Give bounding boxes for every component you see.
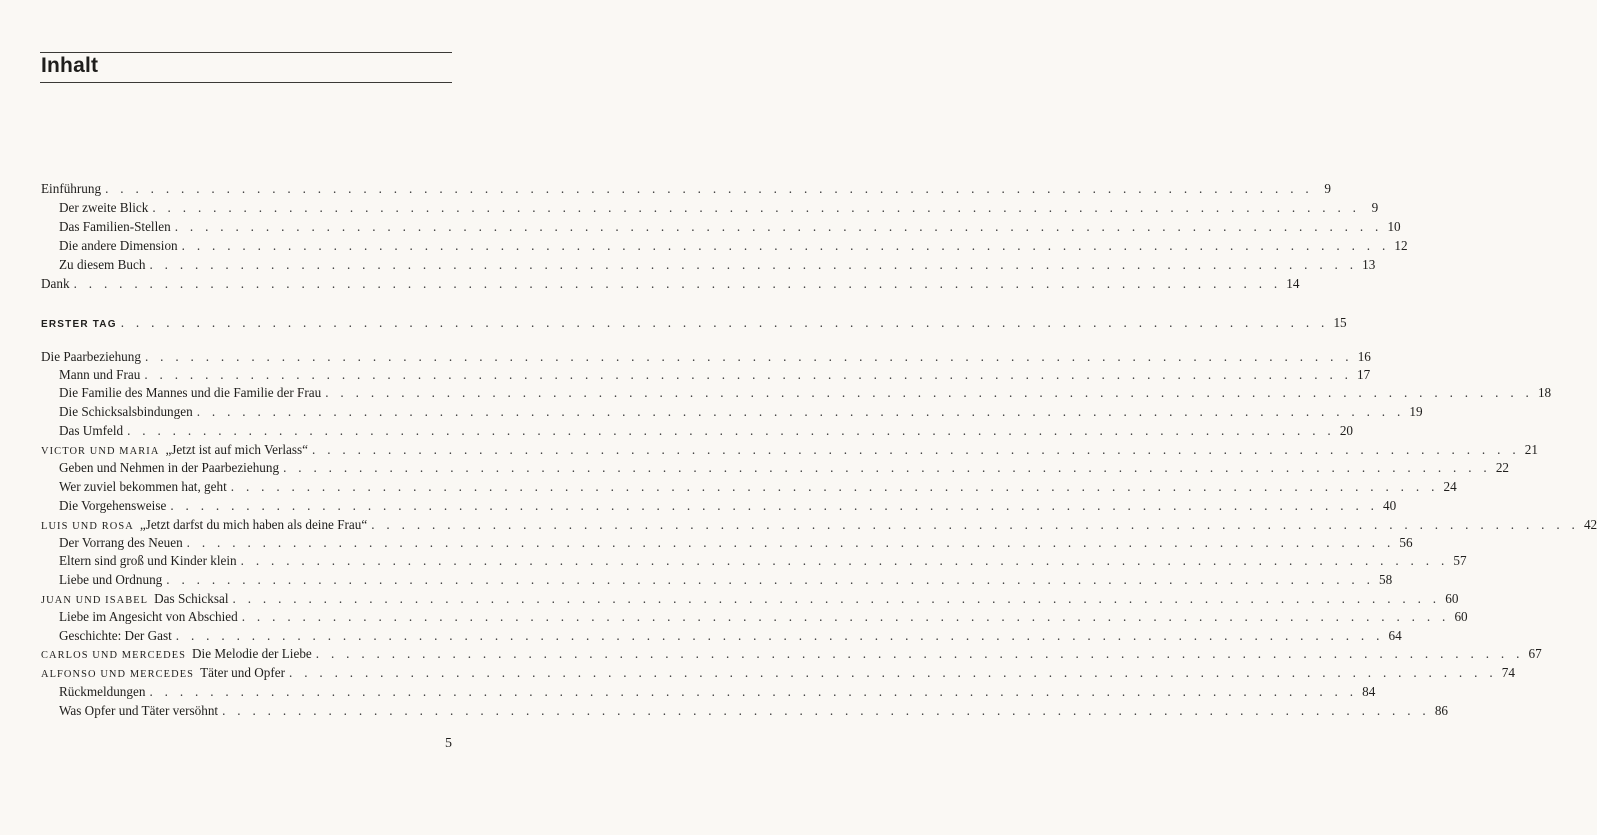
toc-entry-title: Liebe im Angesicht von Abschied [59,609,238,624]
toc-page-number: 22 [1495,460,1509,475]
dot-leader: . . . . . . . . . . . . . . . . . . . . . . . . . . . . . . . . . . . . . . . . . . . . . . . . . . . . . . . . . . . . . . . . . . . . . . . . . . . . . . . . [120,315,1329,330]
toc-entry-title: Rückmeldungen [59,684,146,699]
toc-section [41,314,1347,333]
toc-page-number: 20 [1339,423,1353,438]
dot-leader: . . . . . . . . . . . . . . . . . . . . . . . . . . . . . . . . . . . . . . . . . . . . . . . . . . . . . . . . . . . . . . . . . . . . . . . . . . . . . . . . [186,535,1395,550]
toc-subentry [59,683,1376,700]
toc-page-number: 67 [1528,646,1542,661]
toc-subentry [59,534,1413,551]
dot-leader: . . . . . . . . . . . . . . . . . . . . . . . . . . . . . . . . . . . . . . . . . . . . . . . . . . . . . . . . . . . . . . . . . . . . . . . . . . . . . . . . [105,181,1313,196]
dot-leader: . . . . . . . . . . . . . . . . . . . . . . . . . . . . . . . . . . . . . . . . . . . . . . . . . . . . . . . . . . . . . . . . . . . . . . . . . . . . . . . . [149,257,1358,272]
toc-subentry [59,702,1448,719]
toc-subentry [59,422,1353,439]
toc-case-entry [41,590,1459,609]
dot-leader: . . . . . . . . . . . . . . . . . . . . . . . . . . . . . . . . . . . . . . . . . . . . . . . . . . . . . . . . . . . . . . . . . . . . . . . . . . . . . . . . [230,479,1439,494]
toc-page-number: 17 [1357,367,1371,382]
toc-page-number: 86 [1434,703,1448,718]
toc-entry-title: Eltern sind groß und Kinder klein [59,553,237,568]
toc-entry-title: Einführung [41,181,102,196]
toc-subentry [59,218,1401,235]
dot-leader: . . . . . . . . . . . . . . . . . . . . . . . . . . . . . . . . . . . . . . . . . . . . . . . . . . . . . . . . . . . . . . . . . . . . . . . . . . . . . . . . [289,665,1497,680]
toc-page-number: 57 [1453,553,1467,568]
toc-page-number: 40 [1383,498,1397,513]
toc-page-number: 14 [1286,276,1300,291]
dot-leader: . . . . . . . . . . . . . . . . . . . . . . . . . . . . . . . . . . . . . . . . . . . . . . . . . . . . . . . . . . . . . . . . . . . . . . . . . . . . . . . . [174,219,1383,234]
page-number: 5 [445,736,452,751]
toc-page-number: 10 [1387,219,1401,234]
toc-page-number: 42 [1583,517,1597,532]
toc-case-entry [41,516,1597,535]
toc-subentry [59,552,1467,569]
toc-page-number: 9 [1324,181,1331,196]
toc-entry-label [41,645,312,664]
toc-entry-label [41,516,367,535]
toc-case-entry [41,645,1542,664]
dot-leader: . . . . . . . . . . . . . . . . . . . . . . . . . . . . . . . . . . . . . . . . . . . . . . . . . . . . . . . . . . . . . . . . . . . . . . . . . . . . . . . . [144,367,1353,382]
toc-entry-title: Liebe und Ordnung [59,572,163,587]
toc-entry-title: Die Melodie der Liebe [192,646,312,661]
toc-page-number: 16 [1357,349,1371,364]
toc-entry-title: Zu diesem Buch [59,257,146,272]
toc-subentry [59,384,1552,401]
toc-page-number: 9 [1371,200,1379,215]
toc-case-names: JUAN UND ISABEL [41,595,149,606]
toc-entry-title: Geschichte: Der Gast [59,628,172,643]
dot-leader: . . . . . . . . . . . . . . . . . . . . . . . . . . . . . . . . . . . . . . . . . . . . . . . . . . . . . . . . . . . . . . . . . . . . . . . . . . . . . . . . [283,460,1491,475]
toc-case-names: CARLOS UND MERCEDES [41,650,187,661]
dot-leader: . . . . . . . . . . . . . . . . . . . . . . . . . . . . . . . . . . . . . . . . . . . . . . . . . . . . . . . . . . . . . . . . . . . . . . . . . . . . . . . . [312,442,1520,457]
toc-entry-label [41,590,229,609]
toc-page-number: 24 [1443,479,1457,494]
toc-case-entry [41,664,1515,683]
toc-case-names: VICTOR UND MARIA [41,446,160,457]
toc-page-number: 84 [1362,684,1376,699]
toc-subentry [59,366,1371,383]
dot-leader: . . . . . . . . . . . . . . . . . . . . . . . . . . . . . . . . . . . . . . . . . . . . . . . . . . . . . . . . . . . . . . . . . . . . . . . . . . . . . . . . [371,517,1580,532]
toc-subentry [59,403,1423,420]
toc-entry [41,275,1300,292]
toc-subentry [59,571,1393,588]
toc-entry-title: Die Paarbeziehung [41,349,141,364]
toc-entry-title: Täter und Opfer [200,665,286,680]
dot-leader: . . . . . . . . . . . . . . . . . . . . . . . . . . . . . . . . . . . . . . . . . . . . . . . . . . . . . . . . . . . . . . . . . . . . . . . . . . . . . . . . [149,684,1358,699]
toc-page-number: 15 [1333,315,1347,330]
toc-entry-title: „Jetzt ist auf mich Verlass“ [165,442,309,457]
toc-case-names: ALFONSO UND MERCEDES [41,669,195,680]
toc-case-entry [41,441,1538,460]
dot-leader: . . . . . . . . . . . . . . . . . . . . . . . . . . . . . . . . . . . . . . . . . . . . . . . . . . . . . . . . . . . . . . . . . . . . . . . . . . . . . . . . [181,238,1390,253]
toc-entry-title: Dank [41,276,70,291]
dot-leader: . . . . . . . . . . . . . . . . . . . . . . . . . . . . . . . . . . . . . . . . . . . . . . . . . . . . . . . . . . . . . . . . . . . . . . . . . . . . . . . . [241,609,1450,624]
toc-subentry [59,478,1457,495]
toc-entry-title: Die Schicksalsbindungen [59,404,193,419]
toc-page-number: 18 [1537,385,1552,400]
toc-subentry [59,497,1397,514]
toc-entry-title: Das Familien-Stellen [59,219,171,234]
toc-subentry [59,627,1402,644]
dot-leader: . . . . . . . . . . . . . . . . . . . . . . . . . . . . . . . . . . . . . . . . . . . . . . . . . . . . . . . . . . . . . . . . . . . . . . . . . . . . . . . . [315,646,1524,661]
toc-page-number: 58 [1379,572,1393,587]
toc-entry-label [41,664,285,683]
toc-entry-label [41,441,308,460]
toc-entry [41,348,1371,365]
toc-entry-title: Was Opfer und Täter versöhnt [59,703,219,718]
dot-leader: . . . . . . . . . . . . . . . . . . . . . . . . . . . . . . . . . . . . . . . . . . . . . . . . . . . . . . . . . . . . . . . . . . . . . . . . . . . . . . . . [127,423,1335,438]
toc-page-number: 21 [1524,442,1538,457]
toc-subentry [59,608,1468,625]
toc-page-number: 56 [1399,535,1413,550]
toc-entry [41,180,1331,197]
toc-subentry [59,256,1376,273]
toc-entry-title: Geben und Nehmen in der Paarbeziehung [59,460,280,475]
toc-entry-title: Wer zuviel bekommen hat, geht [59,479,227,494]
dot-leader: . . . . . . . . . . . . . . . . . . . . . . . . . . . . . . . . . . . . . . . . . . . . . . . . . . . . . . . . . . . . . . . . . . . . . . . . . . . . . . . . [144,349,1353,364]
toc-page-number: 13 [1362,257,1376,272]
toc-page-number: 64 [1388,628,1402,643]
toc-entry-title: Der Vorrang des Neuen [59,535,183,550]
toc-entry-title: Das Umfeld [59,423,124,438]
toc-entry-title: Das Schicksal [154,591,229,606]
toc-subentry [59,459,1509,476]
toc-entry-title: Die Vorgehensweise [59,498,167,513]
dot-leader: . . . . . . . . . . . . . . . . . . . . . . . . . . . . . . . . . . . . . . . . . . . . . . . . . . . . . . . . . . . . . . . . . . . . . . . . . . . . . . . . [73,276,1282,291]
toc-entry-title: „Jetzt darfst du mich haben als deine Frau“ [139,517,368,532]
toc-subentry [59,199,1379,216]
toc-page-number: 60 [1445,591,1459,606]
dot-leader: . . . . . . . . . . . . . . . . . . . . . . . . . . . . . . . . . . . . . . . . . . . . . . . . . . . . . . . . . . . . . . . . . . . . . . . . . . . . . . . . [222,703,1430,718]
toc-page-number: 60 [1454,609,1468,624]
page-title: Inhalt [41,54,99,77]
dot-leader: . . . . . . . . . . . . . . . . . . . . . . . . . . . . . . . . . . . . . . . . . . . . . . . . . . . . . . . . . . . . . . . . . . . . . . . . . . . . . . . . [196,404,1405,419]
dot-leader: . . . . . . . . . . . . . . . . . . . . . . . . . . . . . . . . . . . . . . . . . . . . . . . . . . . . . . . . . . . . . . . . . . . . . . . . . . . . . . . . [166,572,1375,587]
toc-page-number: 19 [1409,404,1423,419]
toc-subentry [59,237,1408,254]
dot-leader: . . . . . . . . . . . . . . . . . . . . . . . . . . . . . . . . . . . . . . . . . . . . . . . . . . . . . . . . . . . . . . . . . . . . . . . . . . . . . . . . [175,628,1384,643]
dot-leader: . . . . . . . . . . . . . . . . . . . . . . . . . . . . . . . . . . . . . . . . . . . . . . . . . . . . . . . . . . . . . . . . . . . . . . . . . . . . . . . . [240,553,1449,568]
toc-case-names: LUIS UND ROSA [41,521,134,532]
dot-leader: . . . . . . . . . . . . . . . . . . . . . . . . . . . . . . . . . . . . . . . . . . . . . . . . . . . . . . . . . . . . . . . . . . . . . . . . . . . . . . . . [170,498,1379,513]
toc-entry-title: Die andere Dimension [59,238,178,253]
dot-leader: . . . . . . . . . . . . . . . . . . . . . . . . . . . . . . . . . . . . . . . . . . . . . . . . . . . . . . . . . . . . . . . . . . . . . . . . . . . . . . . . [325,385,1534,400]
dot-leader: . . . . . . . . . . . . . . . . . . . . . . . . . . . . . . . . . . . . . . . . . . . . . . . . . . . . . . . . . . . . . . . . . . . . . . . . . . . . . . . . [232,591,1441,606]
dot-leader: . . . . . . . . . . . . . . . . . . . . . . . . . . . . . . . . . . . . . . . . . . . . . . . . . . . . . . . . . . . . . . . . . . . . . . . . . . . . . . . . [152,200,1361,215]
toc-entry-title: Der zweite Blick [59,200,149,215]
toc-entry-title: Mann und Frau [59,367,141,382]
toc-page-number: 74 [1501,665,1515,680]
toc-page-number: 12 [1394,238,1408,253]
toc-section-label: ERSTER TAG [41,319,117,330]
toc-entry-title: Die Familie des Mannes und die Familie der Frau [59,385,322,400]
